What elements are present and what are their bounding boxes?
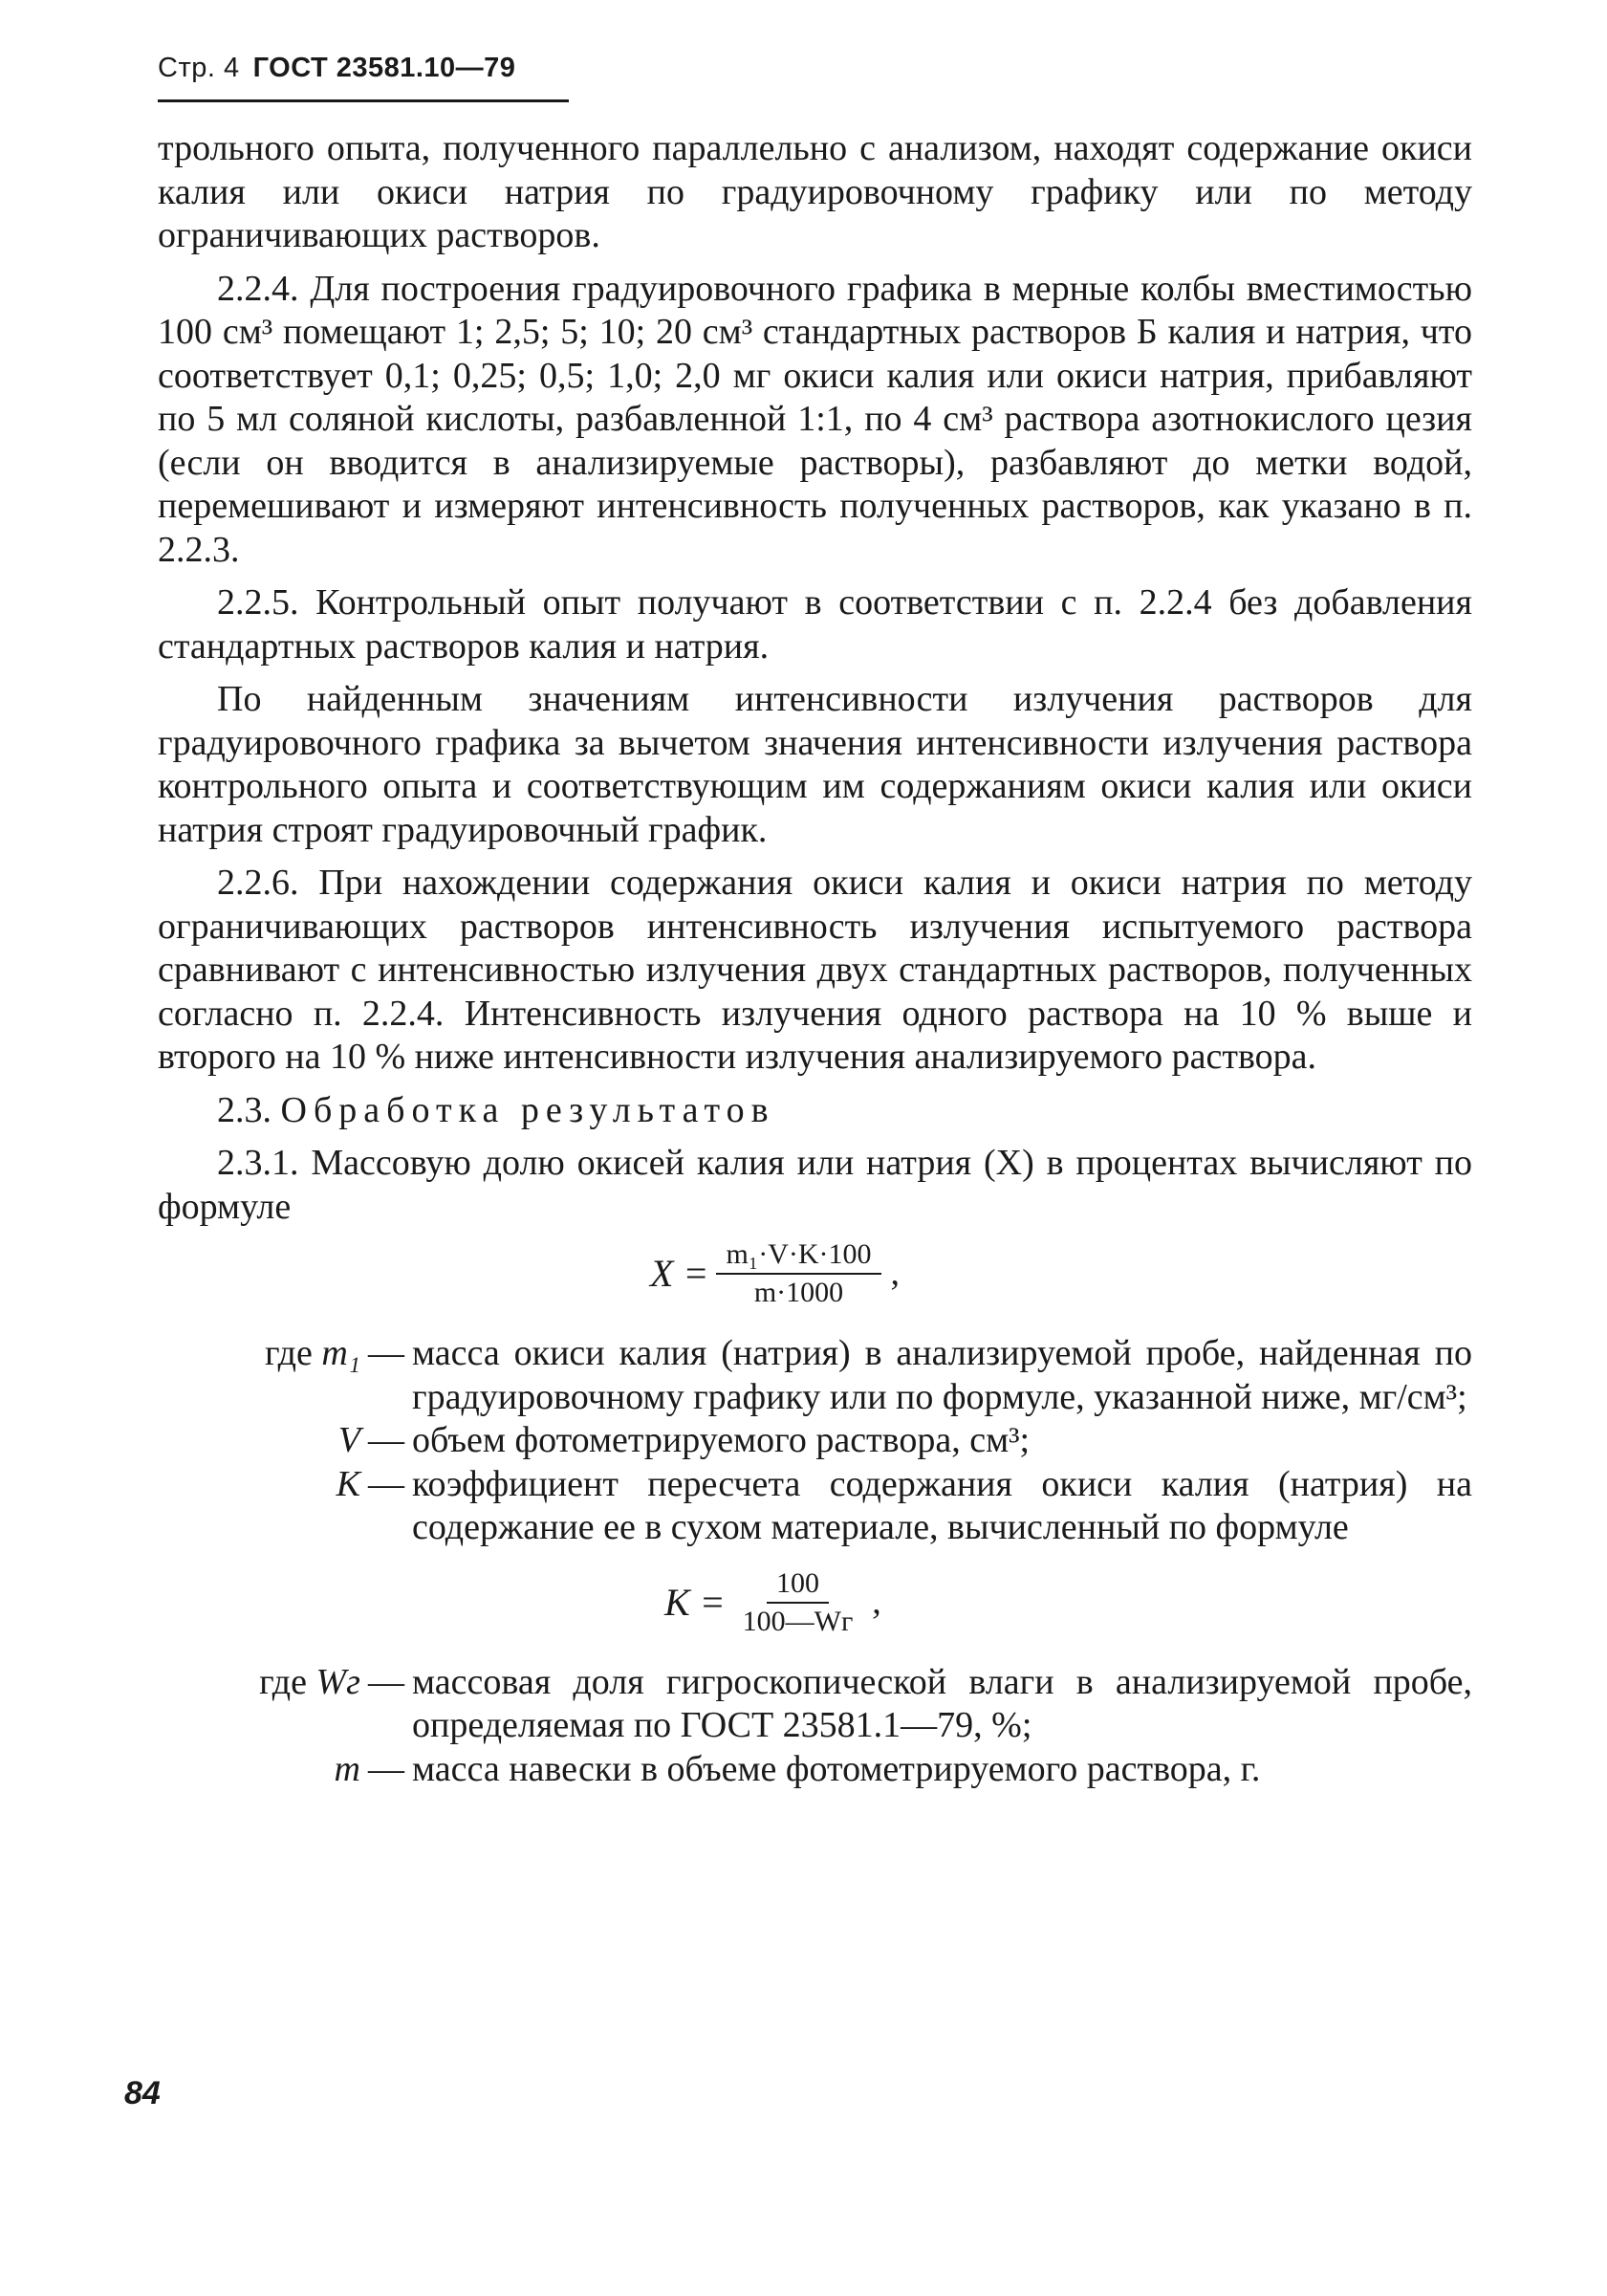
definition-lead: где [259,1661,308,1702]
definition-symbol-cell [158,1419,360,1463]
section-heading-2-3 [158,1089,1472,1133]
definition-symbol: m₁ [321,1333,360,1373]
paragraph-continued: трольного опыта, полученного параллельно с анализом, находят содержание окиси калия или окиси натрия по градуировочному графику или по методу ограничивающих растворов. [158,128,1472,255]
formula-k [158,1567,1472,1638]
definition-row [158,1463,1472,1550]
definition-text: масса окиси калия (натрия) в анализируемой пробе, найденная по градуировочному графику или по формуле, указанной ниже, мг/см³; [412,1333,1472,1417]
formula-numerator: m₁·V·K·100 [716,1238,880,1275]
definition-row [158,1419,1472,1463]
definition-dash: — [368,1748,404,1789]
formula-x [158,1238,1472,1309]
formula-denominator: 100—Wг [742,1605,854,1637]
formula-lhs: K = [664,1580,726,1624]
paragraph-2-2-5: 2.2.5. Контрольный опыт получают в соответствии с п. 2.2.4 без добавления стандартных растворов калия и натрия. [158,582,1472,667]
definition-symbol-cell [158,1748,360,1792]
paragraph-2-2-6: 2.2.6. При нахождении содержания окиси калия и окиси натрия по методу ограничивающих растворов интенсивность излучения испытуемого раствора сравнивают с интенсивностью излучения двух стандартных растворов, полученных согласно п. 2.2.4. Интенсивность излучения одного раствора на 10 % выше и второго на 10 % ниже интенсивности излучения анализируемого раствора. [158,863,1472,1077]
formula-denominator: m·1000 [753,1277,844,1308]
definitions-list-1 [158,1332,1472,1550]
definition-symbol: V [337,1420,360,1460]
formula-fraction [733,1567,863,1638]
page-number: 84 [124,2075,161,2111]
header-rule [158,99,569,102]
paragraph-2-2-5-continued: По найденным значениям интенсивности излучения растворов для градуировочного графика за вычетом значения интенсивности излучения раствора контрольного опыта и соответствующим им содержаниям окиси калия или окиси натрия строят градуировочный график. [158,679,1472,850]
definition-symbol-cell [158,1332,360,1376]
document-page [158,53,1472,1791]
definition-dash: — [368,1333,404,1373]
definition-symbol-cell [158,1463,360,1507]
definition-row [158,1661,1472,1748]
definitions-list-2 [158,1661,1472,1792]
formula-trail: , [872,1581,881,1622]
definition-text: массовая доля гигроскопической влаги в анализируемой пробе, определяемая по ГОСТ 23581.1—79, %; [412,1661,1472,1745]
definition-dash: — [368,1661,404,1702]
definition-text: коэффициент пересчета содержания окиси калия (натрия) на содержание ее в сухом материале, вычисленный по формуле [412,1463,1472,1547]
section-title: Обработка результатов [280,1089,775,1130]
definition-row [158,1748,1472,1792]
definition-symbol: m [334,1748,360,1789]
definition-text: масса навески в объеме фотометрируемого раствора, г. [412,1748,1261,1789]
definition-row [158,1332,1472,1419]
section-number: 2.3. [217,1089,271,1130]
formula-fraction [716,1238,880,1309]
definition-symbol: K [336,1463,360,1504]
definition-dash: — [368,1463,404,1504]
formula-lhs: X = [650,1252,709,1296]
definition-symbol: Wг [315,1661,360,1702]
document-body [158,127,1472,1791]
definition-symbol-cell [158,1661,360,1705]
page-label: Стр. 4 [158,53,240,83]
page-header [158,53,1472,84]
definition-lead: где [264,1333,313,1373]
standard-number: ГОСТ 23581.10—79 [252,53,516,83]
paragraph-2-3-1: 2.3.1. Массовую долю окисей калия или натрия (X) в процентах вычисляют по формуле [158,1143,1472,1227]
formula-trail: , [890,1253,901,1294]
definition-dash: — [368,1420,404,1460]
formula-numerator: 100 [767,1567,829,1604]
paragraph-2-2-4: 2.2.4. Для построения градуировочного графика в мерные колбы вместимостью 100 см³ помещают 1; 2,5; 5; 10; 20 см³ стандартных растворов Б калия и натрия, что соответствует 0,1; 0,25; 0,5; 1,0; 2,0 мг окиси калия или окиси натрия, прибавляют по 5 мл соляной кислоты, разбавленной 1:1, по 4 см³ раствора азотнокислого цезия (если он вводится в анализируемые растворы), разбавляют до метки водой, перемешивают и измеряют интенсивность полученных растворов, как указано в п. 2.2.3. [158,268,1472,570]
definition-text: объем фотометрируемого раствора, см³; [412,1420,1031,1460]
